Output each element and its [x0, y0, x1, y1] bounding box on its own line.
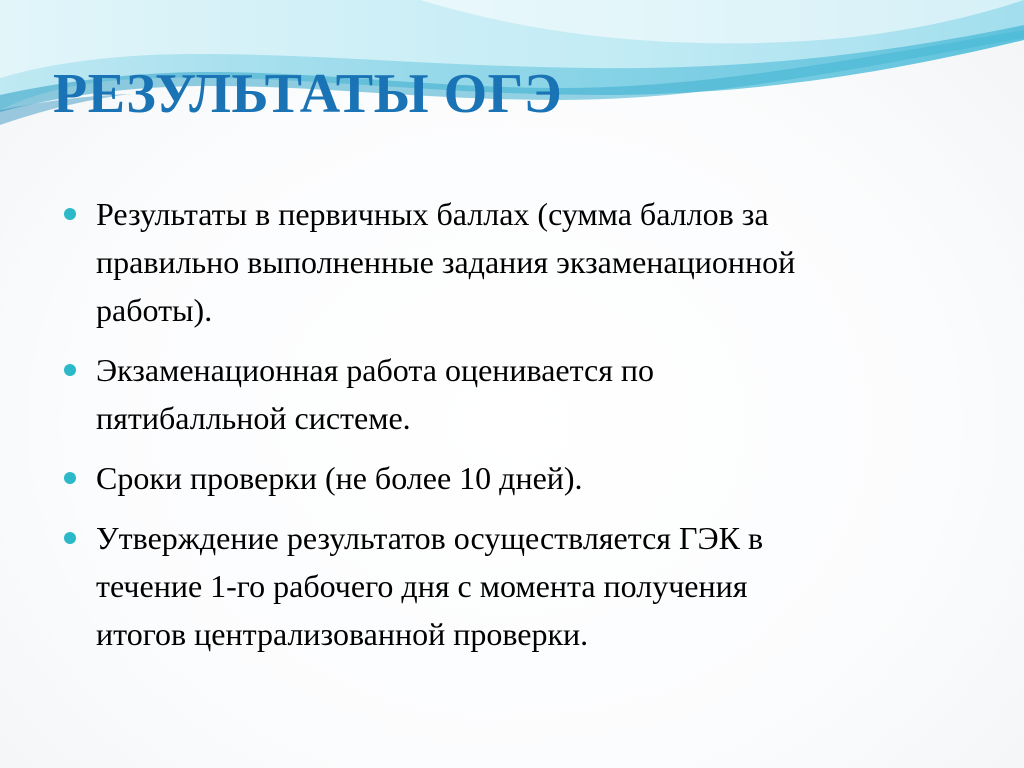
- bullet-text-line: итогов централизованной проверки.: [96, 616, 589, 652]
- bullet-text-line: течение 1-го рабочего дня с момента получения: [96, 568, 748, 604]
- bullet-text-line: Результаты в первичных баллах (сумма баллов за: [96, 196, 769, 232]
- slide-title: РЕЗУЛЬТАТЫ ОГЭ: [53, 63, 563, 125]
- bullet-icon: [64, 532, 76, 544]
- bullet-list: [60, 190, 980, 670]
- list-item: [60, 454, 980, 502]
- bullet-text-line: работы).: [96, 292, 213, 328]
- bullet-text-line: пятибалльной системе.: [96, 400, 411, 436]
- list-item: [60, 514, 980, 658]
- bullet-icon: [64, 208, 76, 220]
- bullet-icon: [64, 472, 76, 484]
- bullet-text-line: правильно выполненные задания экзаменационной: [96, 244, 796, 280]
- bullet-text-line: Сроки проверки (не более 10 дней).: [96, 460, 583, 496]
- list-item: [60, 190, 980, 334]
- bullet-text-line: Экзаменационная работа оценивается по: [96, 352, 655, 388]
- list-item: [60, 346, 980, 442]
- bullet-icon: [64, 364, 76, 376]
- bullet-text-line: Утверждение результатов осуществляется ГЭК в: [96, 520, 764, 556]
